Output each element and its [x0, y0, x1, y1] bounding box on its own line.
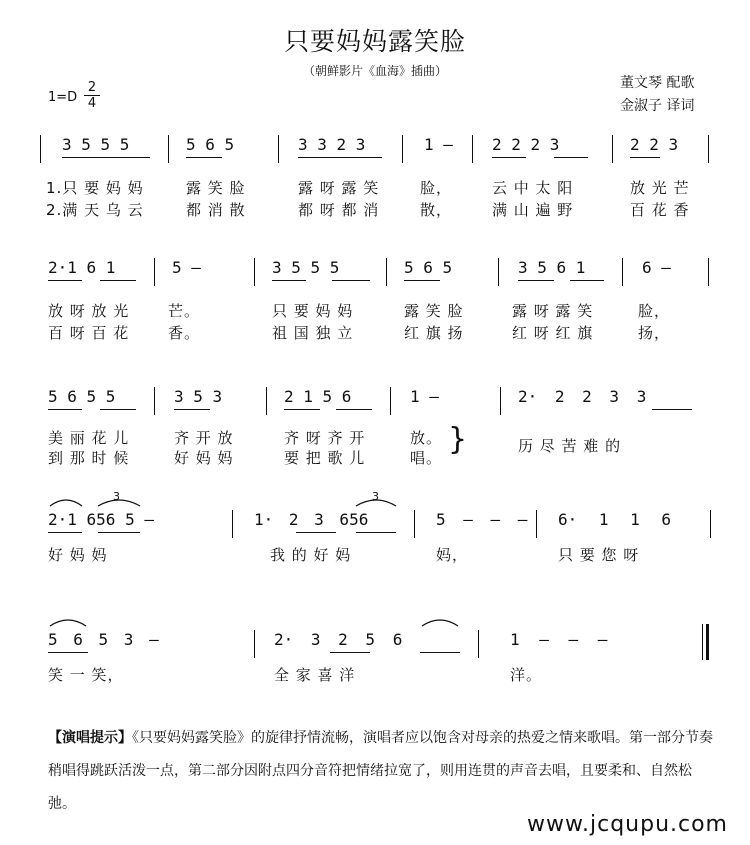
lyric-verse-2: 红 呀 红 旗 [512, 324, 594, 342]
lyric-verse-1: 放 光 芒 [630, 179, 690, 197]
credit-translator: 金淑子 译词 [620, 98, 695, 114]
lyric-verse-1: 1.只 要 妈 妈 [46, 179, 144, 197]
underline [492, 157, 526, 158]
slur [354, 496, 398, 508]
lyric-verse-2: 祖 国 独 立 [272, 324, 354, 342]
lyric-verse-1: 露 笑 脸 [404, 302, 464, 320]
barline [708, 258, 709, 286]
underline [174, 409, 210, 410]
notes: 2 2 2 3 [492, 135, 560, 154]
barline [232, 510, 233, 538]
underline [186, 157, 222, 158]
notes: 2·1 6 1 [48, 258, 116, 277]
barline [710, 510, 711, 538]
barline [266, 387, 267, 415]
score-row-1 [0, 135, 750, 245]
slur [48, 616, 88, 628]
lyric-verse-1: 露 笑 脸 [186, 179, 246, 197]
underline [652, 409, 692, 410]
notes: 3 5 5 5 [62, 135, 130, 154]
lyric-verse-1: 脸， [420, 179, 453, 197]
site-watermark: www.jcqupu.com [527, 812, 728, 837]
lyric-verse-2: 2.满 天 乌 云 [46, 201, 144, 219]
barline [278, 135, 279, 163]
lyric-verse-2: 百 花 香 [630, 201, 690, 219]
notes: 5 – [172, 258, 201, 277]
underline [62, 157, 150, 158]
slur [420, 616, 460, 628]
barline [254, 258, 255, 286]
time-signature [84, 80, 100, 111]
lyric-verse-1: 洋。 [510, 666, 543, 684]
lyric-continuation: 历 尽 苦 难 的 [518, 437, 622, 455]
barline [254, 630, 255, 658]
barline [498, 258, 499, 286]
notes: 5 6 5 3 – [48, 630, 159, 649]
notes: 2 1 5 6 [284, 387, 352, 406]
lyric-verse-2: 满 山 遍 野 [492, 201, 574, 219]
notes: 6 – [642, 258, 671, 277]
lyric-verse-1: 我 的 好 妈 [270, 546, 352, 564]
lyric-verse-2: 唱。 [410, 449, 443, 467]
underline [332, 280, 370, 281]
underline [404, 280, 440, 281]
lyric-verse-1: 齐 呀 齐 开 [284, 429, 366, 447]
lyric-verse-1: 脸， [638, 302, 671, 320]
underline [570, 280, 604, 281]
lyric-verse-1: 只 要 您 呀 [558, 546, 640, 564]
lyric-verse-1: 露 呀 露 笑 [512, 302, 594, 320]
lyric-verse-1: 齐 开 放 [174, 429, 234, 447]
lyric-verse-1: 露 呀 露 笑 [298, 179, 380, 197]
barline [390, 387, 391, 415]
song-subtitle: （朝鲜影片《血海》插曲） [302, 64, 447, 78]
underline [356, 532, 396, 533]
notes: 2 2 3 [630, 135, 679, 154]
underline [100, 409, 136, 410]
lyric-verse-2: 百 呀 百 花 [48, 324, 130, 342]
underline [100, 280, 136, 281]
score-row-3 [0, 387, 750, 497]
lyric-verse-2: 都 消 散 [186, 201, 246, 219]
underline [336, 409, 372, 410]
barline [168, 135, 169, 163]
underline [296, 532, 336, 533]
credit-arranger: 董文琴 配歌 [620, 75, 695, 91]
notes: 2·1 656 5 – [48, 510, 154, 529]
underline [420, 652, 460, 653]
triplet-mark: 3 [372, 490, 379, 503]
underline [330, 652, 370, 653]
song-title: 只要妈妈露笑脸 [283, 27, 466, 56]
barline [478, 630, 479, 658]
underline [48, 532, 82, 533]
notes: 5 – – – [436, 510, 528, 529]
lyric-verse-2: 散， [420, 201, 453, 219]
barline [622, 258, 623, 286]
barline [612, 135, 613, 163]
tips-label: 【演唱提示】 [48, 730, 132, 746]
notes: 5 6 5 5 [48, 387, 116, 406]
final-barline-thick [706, 624, 709, 660]
lyric-verse-1: 好 妈 妈 [48, 546, 108, 564]
underline [48, 409, 82, 410]
barline [402, 135, 403, 163]
slur [96, 496, 142, 508]
notes: 3 5 3 [174, 387, 223, 406]
lyric-verse-1: 芒。 [168, 302, 201, 320]
underline [554, 157, 588, 158]
notes: 2· 2 2 3 3 [518, 387, 647, 406]
underline [48, 280, 82, 281]
underline [298, 157, 382, 158]
score-row-2 [0, 258, 750, 368]
meter-bottom: 4 [87, 96, 97, 111]
score-row-4 [0, 490, 750, 620]
notes: 1· 2 3 656 [254, 510, 369, 529]
barline [500, 387, 501, 415]
key-signature: 1=D [48, 90, 78, 105]
barline [708, 135, 709, 163]
verse-brace: } [448, 422, 468, 457]
underline [630, 157, 660, 158]
final-barline-thin [702, 624, 703, 660]
barline [536, 510, 537, 538]
underline [48, 652, 88, 653]
lyric-verse-2: 扬， [638, 324, 671, 342]
barline [154, 258, 155, 286]
lyric-verse-1: 云 中 太 阳 [492, 179, 574, 197]
underline [98, 532, 140, 533]
lyric-verse-2: 香。 [168, 324, 201, 342]
lyric-verse-1: 只 要 妈 妈 [272, 302, 354, 320]
barline [40, 135, 41, 163]
lyric-verse-2: 要 把 歌 儿 [284, 449, 366, 467]
barline [414, 510, 415, 538]
notes: 6· 1 1 6 [558, 510, 672, 529]
lyric-verse-1: 美 丽 花 儿 [48, 429, 130, 447]
barline [386, 258, 387, 286]
lyric-verse-2: 都 呀 都 消 [298, 201, 380, 219]
lyric-verse-1: 全 家 喜 洋 [274, 666, 356, 684]
triplet-mark: 3 [113, 490, 120, 503]
notes: 3 3 2 3 [298, 135, 366, 154]
lyric-verse-2: 红 旗 扬 [404, 324, 464, 342]
notes: 5 6 5 [404, 258, 453, 277]
lyric-verse-1: 放 呀 放 光 [48, 302, 130, 320]
lyric-verse-2: 好 妈 妈 [174, 449, 234, 467]
notes: 3 5 5 5 [272, 258, 340, 277]
underline [272, 280, 306, 281]
lyric-verse-2: 到 那 时 候 [48, 449, 130, 467]
notes: 1 – [424, 135, 453, 154]
meter-top: 2 [87, 80, 97, 95]
notes: 2· 3 2 5 6 [274, 630, 403, 649]
singing-tips [48, 722, 718, 821]
notes: 1 – [410, 387, 439, 406]
notes: 3 5 6 1 [518, 258, 586, 277]
notes: 5 6 5 [186, 135, 235, 154]
underline [518, 280, 554, 281]
barline [472, 135, 473, 163]
slur [48, 496, 84, 508]
tips-text: 《只要妈妈露笑脸》的旋律抒情流畅，演唱者应以饱含对母亲的热爱之情来歌唱。第一部分节奏稍唱得跳跃活泼一点，第二部分因附点四分音符把情绪拉宽了，则用连贯的声音去唱，且要柔和、自然松弛。 [48, 730, 713, 812]
barline [154, 387, 155, 415]
lyric-verse-1: 笑 一 笑， [48, 666, 124, 684]
underline [284, 409, 320, 410]
lyric-verse-1: 妈， [436, 546, 469, 564]
lyric-verse-1: 放。 [410, 429, 443, 447]
notes: 1 – – – [510, 630, 608, 649]
